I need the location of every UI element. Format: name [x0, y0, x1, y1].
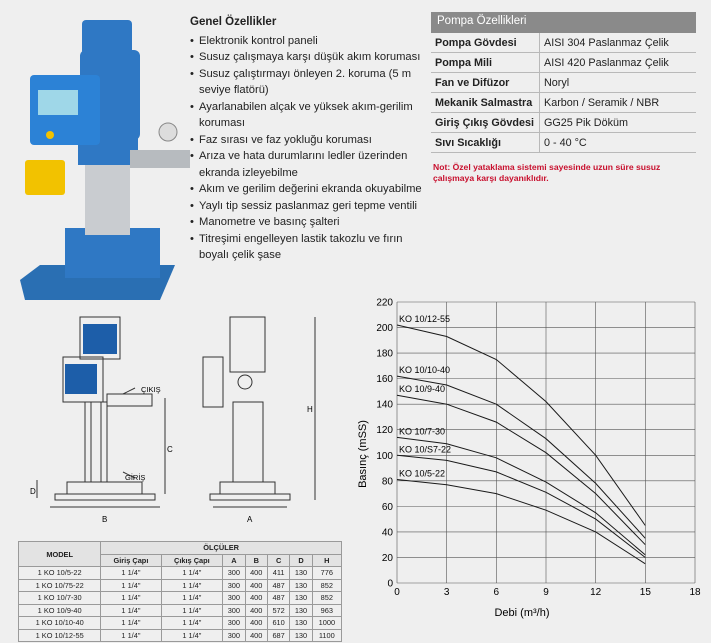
dimension-cell: 400 [245, 617, 267, 630]
models-section [18, 541, 342, 642]
x-tick-label: 0 [394, 587, 400, 598]
series-label: KO 10/9-40 [399, 384, 446, 395]
dimension-cell: 130 [290, 604, 312, 617]
y-tick-label: 180 [376, 348, 393, 360]
dimension-cell: 1 1/4" [101, 567, 161, 580]
y-axis-label: Basınç (mSS) [357, 420, 369, 488]
series-line [397, 376, 645, 538]
table-row [19, 579, 342, 592]
x-axis-label: Debi (m³/h) [494, 607, 550, 619]
y-tick-label: 80 [381, 476, 393, 488]
dimension-cell: 130 [290, 617, 312, 630]
dimension-cell: 1 1/4" [101, 604, 161, 617]
dim-a-label: A [247, 515, 253, 524]
dim-b-label: B [102, 515, 108, 524]
spec-key: Sıvı Sıcaklığı [431, 133, 540, 153]
dimension-cell: 776 [312, 567, 341, 580]
spec-key: Mekanik Salmastra [431, 93, 540, 113]
spec-key: Giriş Çıkış Gövdesi [431, 113, 540, 133]
outlet-label: ÇIKIŞ [141, 385, 161, 394]
series-label: KO 10/7-30 [399, 426, 446, 437]
dimension-cell: 400 [245, 592, 267, 605]
dimension-cell: 1 1/4" [161, 579, 223, 592]
x-tick-label: 9 [543, 587, 549, 598]
series-label: KO 10/S7-22 [399, 444, 452, 455]
feature-item: • Titreşimi engelleyen lastik takozlu ve fırın boyalı çelik şase [190, 231, 425, 264]
dimension-cell: 1 1/4" [101, 629, 161, 642]
column-header: Çıkış Çapı [161, 554, 223, 567]
table-row [431, 93, 696, 113]
y-tick-label: 20 [381, 552, 393, 564]
table-row [431, 113, 696, 133]
dimension-cell: 1 1/4" [161, 604, 223, 617]
dimension-cell: 400 [245, 579, 267, 592]
column-header: B [245, 554, 267, 567]
pump-photo [10, 10, 190, 305]
table-row [431, 73, 696, 93]
dimension-cell: 300 [223, 604, 245, 617]
dimension-cell: 300 [223, 579, 245, 592]
model-cell: 1 KO 10/10-40 [19, 617, 101, 630]
dimension-cell: 130 [290, 592, 312, 605]
spec-key: Pompa Mili [431, 53, 540, 73]
dimension-cell: 572 [267, 604, 289, 617]
x-tick-label: 15 [639, 587, 651, 598]
dimension-cell: 300 [223, 567, 245, 580]
feature-item: • Ayarlanabilen alçak ve yüksek akım-gerilim koruması [190, 99, 425, 132]
specs-title: Pompa Özellikleri [431, 12, 696, 33]
table-row [431, 53, 696, 73]
dimension-cell: 300 [223, 629, 245, 642]
column-header: C [267, 554, 289, 567]
y-tick-label: 200 [376, 323, 393, 335]
dimensions-header: ÖLÇÜLER [101, 542, 342, 555]
series-line [397, 480, 645, 564]
dimension-cell: 400 [245, 567, 267, 580]
dimension-cell: 300 [223, 592, 245, 605]
spec-value: 0 - 40 °C [540, 133, 697, 153]
x-tick-label: 18 [689, 587, 701, 598]
spec-value: AISI 420 Paslanmaz Çelik [540, 53, 697, 73]
dimension-cell: 130 [290, 579, 312, 592]
feature-item: • Manometre ve basınç şalteri [190, 214, 425, 231]
table-row [19, 592, 342, 605]
dimension-cell: 963 [312, 604, 341, 617]
models-table-body [19, 567, 342, 642]
table-row [431, 33, 696, 53]
column-header: D [290, 554, 312, 567]
column-header: Giriş Çapı [101, 554, 161, 567]
spec-value: Karbon / Seramik / NBR [540, 93, 697, 113]
spec-value: AISI 304 Paslanmaz Çelik [540, 33, 697, 53]
model-cell: 1 KO 10/7-30 [19, 592, 101, 605]
y-tick-label: 60 [381, 501, 393, 513]
table-row [19, 629, 342, 642]
dim-d-label: D [30, 487, 36, 496]
dimension-cell: 1 1/4" [101, 579, 161, 592]
dimension-cell: 1 1/4" [161, 629, 223, 642]
dimension-cell: 130 [290, 629, 312, 642]
feature-item: • Akım ve gerilim değerini ekranda okuyabilme [190, 181, 425, 198]
table-row [19, 617, 342, 630]
dimension-cell: 300 [223, 617, 245, 630]
chart-curves [397, 314, 645, 564]
dimension-cell: 687 [267, 629, 289, 642]
dim-c-label: C [167, 445, 173, 454]
features-title: Genel Özellikler [190, 16, 277, 28]
models-table [18, 541, 342, 642]
dimension-cell: 1000 [312, 617, 341, 630]
technical-drawing [25, 312, 360, 534]
dimension-cell: 400 [245, 604, 267, 617]
series-label: KO 10/5-22 [399, 468, 446, 479]
feature-item: • Faz sırası ve faz yokluğu koruması [190, 132, 425, 149]
y-tick-label: 120 [376, 425, 393, 437]
performance-chart [352, 294, 704, 624]
y-tick-label: 160 [376, 374, 393, 386]
dimension-cell: 1100 [312, 629, 341, 642]
series-label: KO 10/10-40 [399, 365, 451, 376]
spec-key: Fan ve Difüzor [431, 73, 540, 93]
spec-key: Pompa Gövdesi [431, 33, 540, 53]
dimension-cell: 411 [267, 567, 289, 580]
dimension-cell: 1 1/4" [161, 617, 223, 630]
specs-table [431, 33, 696, 153]
y-tick-label: 220 [376, 297, 393, 309]
column-header: H [312, 554, 341, 567]
feature-item: • Yaylı tip sessiz paslanmaz geri tepme ventili [190, 198, 425, 215]
feature-item: • Elektronik kontrol paneli [190, 33, 425, 50]
inlet-label: GİRİŞ [125, 473, 146, 482]
dimension-cell: 1 1/4" [161, 567, 223, 580]
y-tick-label: 0 [387, 578, 393, 590]
features-list [190, 33, 425, 264]
model-cell: 1 KO 10/12-55 [19, 629, 101, 642]
feature-item: • Susuz çalıştırmayı önleyen 2. koruma (5 m seviye flatörü) [190, 66, 425, 99]
table-row [431, 133, 696, 153]
dimension-cell: 400 [245, 629, 267, 642]
dimension-cell: 852 [312, 579, 341, 592]
x-tick-label: 3 [443, 587, 450, 598]
chart-grid [397, 302, 695, 583]
table-row [19, 567, 342, 580]
spec-value: GG25 Pik Döküm [540, 113, 697, 133]
dimension-cell: 610 [267, 617, 289, 630]
model-header: MODEL [19, 542, 101, 567]
dimension-cell: 1 1/4" [161, 592, 223, 605]
y-tick-label: 40 [381, 527, 393, 539]
feature-item: • Arıza ve hata durumlarını ledler üzerinden ekranda izleyebilme [190, 148, 425, 181]
specs-section [431, 12, 696, 153]
features-section [190, 14, 425, 264]
dimension-cell: 852 [312, 592, 341, 605]
dimension-cell: 130 [290, 567, 312, 580]
dimension-cell: 1 1/4" [101, 592, 161, 605]
spec-value: Noryl [540, 73, 697, 93]
model-cell: 1 KO 10/9-40 [19, 604, 101, 617]
x-tick-label: 12 [590, 587, 602, 598]
dimension-cell: 487 [267, 592, 289, 605]
dimension-cell: 487 [267, 579, 289, 592]
model-cell: 1 KO 10/75-22 [19, 579, 101, 592]
table-row [19, 604, 342, 617]
x-tick-label: 6 [493, 587, 500, 598]
feature-item: • Susuz çalışmaya karşı düşük akım koruması [190, 49, 425, 66]
column-header: A [223, 554, 245, 567]
series-line [397, 325, 645, 526]
series-label: KO 10/12-55 [399, 313, 451, 324]
dimension-cell: 1 1/4" [101, 617, 161, 630]
y-tick-label: 100 [376, 450, 393, 462]
dim-h-label: H [307, 405, 313, 414]
y-tick-label: 140 [376, 399, 393, 411]
model-cell: 1 KO 10/5-22 [19, 567, 101, 580]
specs-note: Not: Özel yataklama sistemi sayesinde uzun süre susuz çalışmaya karşı dayanıklıdır. [433, 162, 661, 183]
